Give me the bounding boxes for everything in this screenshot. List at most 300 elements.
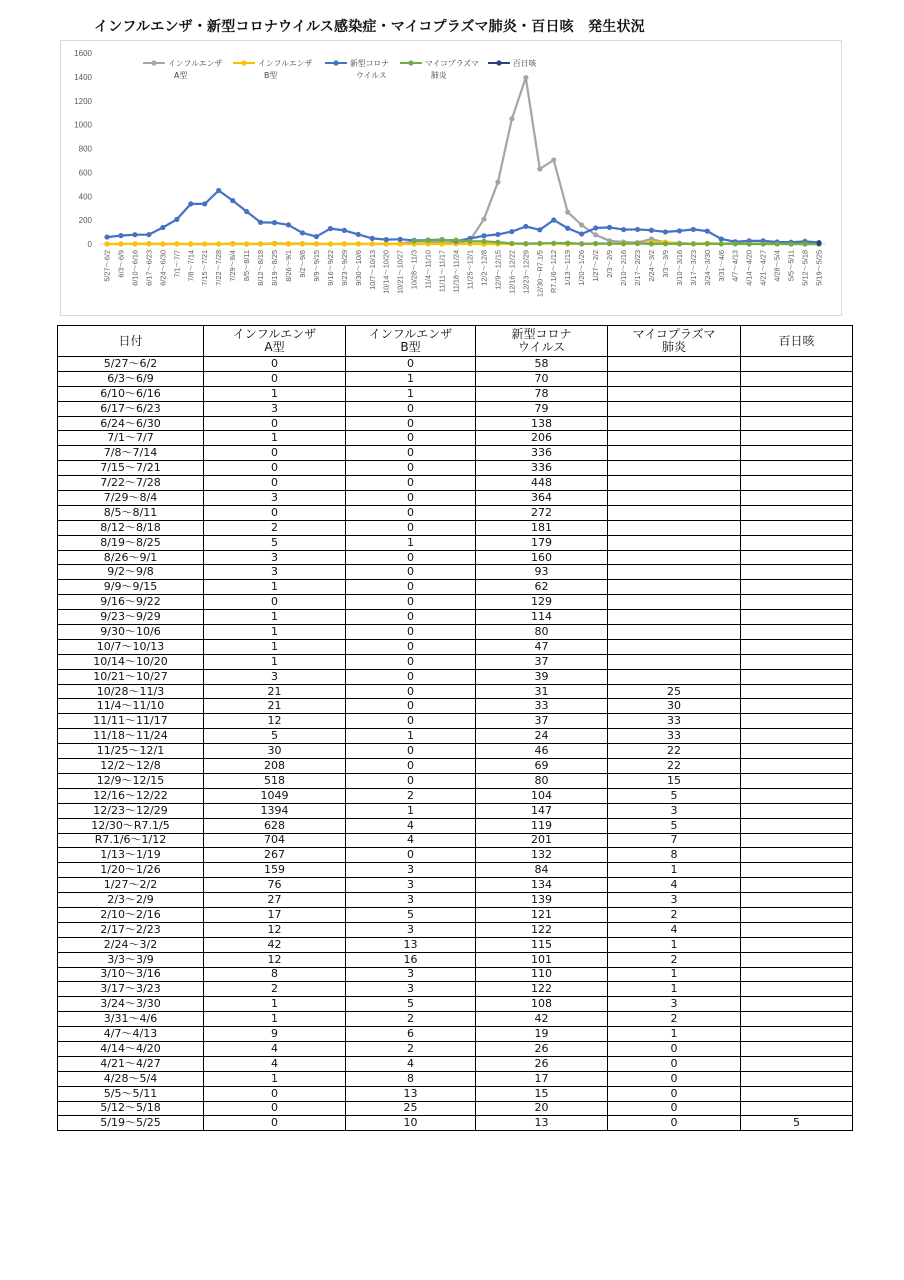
table-row: [58, 982, 853, 997]
data-point: [509, 241, 514, 246]
cell-date: 5/12〜5/18: [58, 1101, 204, 1116]
data-point: [537, 241, 542, 246]
data-point: [747, 241, 752, 246]
table-row: [58, 1027, 853, 1042]
cell-covid: 70: [476, 371, 608, 386]
y-tick-label: 200: [78, 216, 92, 226]
cell-pertussis: [741, 1012, 853, 1027]
cell-covid: 13: [476, 1116, 608, 1131]
data-point: [495, 232, 500, 237]
legend-swatch-marker: [496, 60, 501, 65]
data-point: [160, 241, 165, 246]
data-point: [579, 241, 584, 246]
cell-flu-a: 1: [204, 625, 346, 640]
table-row: [58, 848, 853, 863]
cell-flu-a: 2: [204, 982, 346, 997]
cell-pertussis: [741, 625, 853, 640]
cell-mycoplasma: [608, 476, 741, 491]
cell-date: 9/23〜9/29: [58, 610, 204, 625]
cell-flu-a: 1: [204, 580, 346, 595]
cell-pertussis: [741, 878, 853, 893]
cell-pertussis: [741, 416, 853, 431]
cell-flu-b: 2: [346, 788, 476, 803]
cell-covid: 24: [476, 729, 608, 744]
table-row: [58, 580, 853, 595]
cell-covid: 84: [476, 863, 608, 878]
data-point: [398, 241, 403, 246]
table-row: [58, 639, 853, 654]
cell-flu-a: 208: [204, 759, 346, 774]
cell-flu-a: 21: [204, 699, 346, 714]
cell-pertussis: [741, 922, 853, 937]
legend-label: 百日咳: [513, 59, 537, 68]
data-point: [509, 229, 514, 234]
cell-mycoplasma: 22: [608, 744, 741, 759]
cell-pertussis: [741, 982, 853, 997]
data-point: [537, 166, 542, 171]
data-point: [244, 241, 249, 246]
cell-flu-b: 4: [346, 818, 476, 833]
cell-covid: 37: [476, 654, 608, 669]
cell-flu-b: 1: [346, 386, 476, 401]
cell-mycoplasma: 5: [608, 788, 741, 803]
cell-pertussis: [741, 803, 853, 818]
table-row: [58, 669, 853, 684]
data-point: [677, 228, 682, 233]
cell-flu-a: 1: [204, 997, 346, 1012]
cell-pertussis: [741, 505, 853, 520]
x-tick-label: 8/5〜8/11: [242, 250, 252, 282]
x-tick-label: 7/15〜7/21: [200, 250, 210, 286]
table-row: [58, 1056, 853, 1071]
table-row: [58, 803, 853, 818]
cell-date: 11/4〜11/10: [58, 699, 204, 714]
data-point: [314, 234, 319, 239]
cell-flu-a: 267: [204, 848, 346, 863]
data-point: [607, 241, 612, 246]
data-table: [57, 325, 853, 1131]
cell-flu-a: 4: [204, 1056, 346, 1071]
cell-flu-b: 0: [346, 446, 476, 461]
cell-flu-b: 16: [346, 952, 476, 967]
cell-flu-b: 0: [346, 625, 476, 640]
cell-date: 4/21〜4/27: [58, 1056, 204, 1071]
cell-mycoplasma: [608, 416, 741, 431]
cell-flu-a: 3: [204, 565, 346, 580]
cell-covid: 104: [476, 788, 608, 803]
cell-covid: 26: [476, 1041, 608, 1056]
cell-date: 3/3〜3/9: [58, 952, 204, 967]
cell-flu-a: 0: [204, 595, 346, 610]
cell-date: 4/7〜4/13: [58, 1027, 204, 1042]
cell-mycoplasma: 2: [608, 907, 741, 922]
cell-mycoplasma: [608, 550, 741, 565]
cell-flu-b: 8: [346, 1071, 476, 1086]
cell-mycoplasma: [608, 595, 741, 610]
cell-mycoplasma: 5: [608, 818, 741, 833]
cell-date: 12/16〜12/22: [58, 788, 204, 803]
x-tick-label: 5/19〜5/25: [814, 250, 824, 286]
data-point: [216, 188, 221, 193]
cell-flu-b: 6: [346, 1027, 476, 1042]
table-row: [58, 550, 853, 565]
cell-covid: 179: [476, 535, 608, 550]
cell-date: 7/8〜7/14: [58, 446, 204, 461]
cell-flu-b: 0: [346, 610, 476, 625]
cell-date: 8/12〜8/18: [58, 520, 204, 535]
table-row: [58, 416, 853, 431]
table-row: [58, 863, 853, 878]
x-tick-label: 2/24〜3/2: [646, 250, 656, 282]
y-tick-label: 1000: [74, 120, 92, 130]
cell-date: 1/13〜1/19: [58, 848, 204, 863]
header-date: 日付: [58, 326, 204, 357]
x-tick-label: R7.1/6〜1/12: [549, 250, 559, 293]
cell-pertussis: [741, 1041, 853, 1056]
page-title: インフルエンザ・新型コロナウイルス感染症・マイコプラズマ肺炎・百日咳 発生状況: [94, 19, 645, 35]
legend-swatch-marker: [241, 60, 246, 65]
cell-mycoplasma: [608, 625, 741, 640]
cell-flu-a: 1: [204, 386, 346, 401]
data-point: [523, 241, 528, 246]
table-row: [58, 893, 853, 908]
table-row: [58, 1071, 853, 1086]
cell-flu-a: 2: [204, 520, 346, 535]
cell-date: 6/3〜6/9: [58, 371, 204, 386]
data-point: [775, 241, 780, 246]
table-row: [58, 967, 853, 982]
cell-date: 1/20〜1/26: [58, 863, 204, 878]
cell-flu-a: 0: [204, 371, 346, 386]
cell-flu-a: 628: [204, 818, 346, 833]
table-row: [58, 654, 853, 669]
cell-flu-b: 0: [346, 714, 476, 729]
cell-pertussis: [741, 476, 853, 491]
data-point: [286, 241, 291, 246]
cell-mycoplasma: 0: [608, 1056, 741, 1071]
cell-covid: 62: [476, 580, 608, 595]
data-point: [551, 157, 556, 162]
legend-label: インフルエンザ: [168, 59, 223, 68]
cell-date: 1/27〜2/2: [58, 878, 204, 893]
cell-flu-a: 0: [204, 505, 346, 520]
cell-flu-b: 0: [346, 684, 476, 699]
cell-date: 7/15〜7/21: [58, 461, 204, 476]
legend-label-line2: 肺炎: [431, 71, 447, 80]
table-row: [58, 491, 853, 506]
cell-flu-a: 8: [204, 967, 346, 982]
data-point: [816, 241, 821, 246]
cell-flu-b: 13: [346, 1086, 476, 1101]
data-point: [174, 241, 179, 246]
cell-flu-b: 0: [346, 639, 476, 654]
cell-pertussis: [741, 639, 853, 654]
cell-covid: 110: [476, 967, 608, 982]
cell-mycoplasma: [608, 386, 741, 401]
x-tick-label: 7/29〜8/4: [228, 250, 238, 282]
cell-pertussis: [741, 550, 853, 565]
legend-label: インフルエンザ: [258, 59, 313, 68]
data-point: [300, 241, 305, 246]
data-point: [230, 241, 235, 246]
cell-mycoplasma: 7: [608, 833, 741, 848]
cell-flu-b: 0: [346, 431, 476, 446]
cell-pertussis: [741, 491, 853, 506]
legend-label-line2: B型: [264, 71, 278, 80]
legend-swatch-marker: [408, 60, 413, 65]
table-row: [58, 446, 853, 461]
data-point: [593, 241, 598, 246]
data-point: [272, 241, 277, 246]
cell-covid: 160: [476, 550, 608, 565]
cell-covid: 138: [476, 416, 608, 431]
table-row: [58, 476, 853, 491]
cell-flu-b: 5: [346, 997, 476, 1012]
table-row: [58, 565, 853, 580]
cell-mycoplasma: [608, 639, 741, 654]
cell-flu-b: 0: [346, 759, 476, 774]
table-row: [58, 386, 853, 401]
cell-mycoplasma: [608, 401, 741, 416]
data-point: [579, 231, 584, 236]
cell-pertussis: [741, 773, 853, 788]
x-tick-label: 9/2〜9/8: [297, 250, 307, 278]
x-tick-label: 12/30〜R7.1/5: [535, 250, 545, 298]
cell-covid: 39: [476, 669, 608, 684]
data-point: [705, 229, 710, 234]
table-row: [58, 1101, 853, 1116]
cell-flu-a: 30: [204, 744, 346, 759]
series-line: [107, 191, 819, 243]
cell-covid: 47: [476, 639, 608, 654]
table-row: [58, 535, 853, 550]
data-point: [481, 233, 486, 238]
x-tick-label: 8/12〜8/18: [256, 250, 266, 286]
cell-flu-a: 17: [204, 907, 346, 922]
data-point: [509, 116, 514, 121]
table-row: [58, 818, 853, 833]
cell-mycoplasma: [608, 357, 741, 372]
cell-covid: 336: [476, 446, 608, 461]
cell-flu-a: 1394: [204, 803, 346, 818]
data-point: [146, 232, 151, 237]
cell-covid: 448: [476, 476, 608, 491]
cell-pertussis: 5: [741, 1116, 853, 1131]
cell-covid: 201: [476, 833, 608, 848]
cell-flu-a: 9: [204, 1027, 346, 1042]
data-point: [160, 225, 165, 230]
legend-swatch-marker: [333, 60, 338, 65]
data-point: [565, 226, 570, 231]
data-point: [356, 241, 361, 246]
table-header-row: [58, 326, 853, 357]
cell-mycoplasma: 25: [608, 684, 741, 699]
x-tick-label: 1/20〜1/26: [577, 250, 587, 286]
cell-pertussis: [741, 699, 853, 714]
cell-mycoplasma: 0: [608, 1071, 741, 1086]
cell-pertussis: [741, 1101, 853, 1116]
cell-flu-a: 4: [204, 1041, 346, 1056]
cell-mycoplasma: 3: [608, 803, 741, 818]
table-row: [58, 773, 853, 788]
cell-date: 2/3〜2/9: [58, 893, 204, 908]
cell-date: 5/19〜5/25: [58, 1116, 204, 1131]
cell-mycoplasma: 15: [608, 773, 741, 788]
cell-flu-a: 0: [204, 461, 346, 476]
x-tick-label: 7/8〜7/14: [186, 250, 196, 282]
table-row: [58, 595, 853, 610]
data-point: [342, 241, 347, 246]
cell-flu-a: 1: [204, 654, 346, 669]
cell-mycoplasma: [608, 669, 741, 684]
cell-flu-b: 1: [346, 729, 476, 744]
x-tick-label: 12/9〜12/15: [493, 250, 503, 290]
cell-date: 8/5〜8/11: [58, 505, 204, 520]
x-tick-label: 11/25〜12/1: [465, 250, 475, 290]
y-tick-label: 800: [78, 144, 92, 154]
cell-flu-a: 0: [204, 1116, 346, 1131]
x-tick-label: 12/16〜12/22: [507, 250, 517, 294]
data-point: [761, 241, 766, 246]
table-row: [58, 997, 853, 1012]
cell-covid: 364: [476, 491, 608, 506]
header-covid: 新型コロナ ウイルス: [476, 326, 608, 357]
cell-pertussis: [741, 1027, 853, 1042]
table-row: [58, 922, 853, 937]
cell-flu-b: 0: [346, 416, 476, 431]
y-tick-label: 400: [78, 192, 92, 202]
cell-pertussis: [741, 907, 853, 922]
line-chart: [0, 0, 904, 320]
cell-pertussis: [741, 1086, 853, 1101]
cell-mycoplasma: 2: [608, 1012, 741, 1027]
x-tick-label: 9/23〜9/29: [339, 250, 349, 286]
cell-date: 8/19〜8/25: [58, 535, 204, 550]
table-row: [58, 431, 853, 446]
table-row: [58, 729, 853, 744]
cell-flu-b: 0: [346, 669, 476, 684]
cell-flu-a: 21: [204, 684, 346, 699]
cell-pertussis: [741, 997, 853, 1012]
cell-flu-b: 3: [346, 893, 476, 908]
cell-flu-b: 0: [346, 491, 476, 506]
cell-flu-a: 3: [204, 550, 346, 565]
cell-mycoplasma: 1: [608, 982, 741, 997]
cell-flu-b: 2: [346, 1041, 476, 1056]
cell-pertussis: [741, 535, 853, 550]
header-pertussis: 百日咳: [741, 326, 853, 357]
x-tick-label: 6/17〜6/23: [144, 250, 154, 286]
data-point: [258, 220, 263, 225]
cell-date: 6/24〜6/30: [58, 416, 204, 431]
cell-flu-a: 159: [204, 863, 346, 878]
data-point: [621, 241, 626, 246]
data-point: [328, 241, 333, 246]
y-tick-label: 0: [87, 240, 92, 249]
cell-pertussis: [741, 610, 853, 625]
table-row: [58, 1086, 853, 1101]
cell-date: 7/29〜8/4: [58, 491, 204, 506]
x-tick-label: 11/4〜11/10: [423, 250, 433, 289]
cell-pertussis: [741, 684, 853, 699]
cell-covid: 206: [476, 431, 608, 446]
data-point: [398, 237, 403, 242]
cell-covid: 78: [476, 386, 608, 401]
cell-date: 10/21〜10/27: [58, 669, 204, 684]
cell-covid: 147: [476, 803, 608, 818]
cell-covid: 20: [476, 1101, 608, 1116]
cell-covid: 134: [476, 878, 608, 893]
table-row: [58, 401, 853, 416]
cell-flu-a: 0: [204, 416, 346, 431]
cell-pertussis: [741, 595, 853, 610]
cell-date: 2/17〜2/23: [58, 922, 204, 937]
cell-mycoplasma: 1: [608, 1027, 741, 1042]
x-tick-label: 3/17〜3/23: [688, 250, 698, 286]
cell-date: 12/23〜12/29: [58, 803, 204, 818]
cell-mycoplasma: 4: [608, 922, 741, 937]
cell-date: 6/17〜6/23: [58, 401, 204, 416]
x-tick-label: 10/28〜11/3: [409, 250, 419, 290]
x-tick-label: 5/27〜6/2: [102, 250, 112, 282]
data-point: [677, 241, 682, 246]
cell-flu-b: 0: [346, 550, 476, 565]
cell-pertussis: [741, 431, 853, 446]
x-tick-label: 4/21〜4/27: [758, 250, 768, 286]
data-point: [649, 228, 654, 233]
data-point: [132, 232, 137, 237]
cell-date: 3/10〜3/16: [58, 967, 204, 982]
data-point: [537, 227, 542, 232]
cell-mycoplasma: 1: [608, 937, 741, 952]
cell-flu-b: 0: [346, 580, 476, 595]
cell-mycoplasma: [608, 654, 741, 669]
data-point: [733, 241, 738, 246]
table-row: [58, 699, 853, 714]
header-flu-a: インフルエンザ A型: [204, 326, 346, 357]
cell-covid: 114: [476, 610, 608, 625]
data-point: [118, 241, 123, 246]
cell-pertussis: [741, 669, 853, 684]
cell-mycoplasma: 0: [608, 1116, 741, 1131]
cell-mycoplasma: 2: [608, 952, 741, 967]
data-point: [412, 238, 417, 243]
cell-flu-b: 0: [346, 476, 476, 491]
cell-covid: 108: [476, 997, 608, 1012]
cell-mycoplasma: 1: [608, 967, 741, 982]
table-row: [58, 1116, 853, 1131]
cell-covid: 119: [476, 818, 608, 833]
table-row: [58, 684, 853, 699]
cell-mycoplasma: [608, 431, 741, 446]
table-row: [58, 371, 853, 386]
table-row: [58, 357, 853, 372]
cell-flu-b: 3: [346, 922, 476, 937]
cell-date: 6/10〜6/16: [58, 386, 204, 401]
data-point: [523, 224, 528, 229]
table-row: [58, 1041, 853, 1056]
cell-mycoplasma: 0: [608, 1086, 741, 1101]
cell-flu-b: 1: [346, 535, 476, 550]
data-point: [146, 241, 151, 246]
cell-date: 11/11〜11/17: [58, 714, 204, 729]
cell-flu-b: 3: [346, 863, 476, 878]
cell-pertussis: [741, 729, 853, 744]
cell-flu-b: 0: [346, 520, 476, 535]
cell-pertussis: [741, 520, 853, 535]
x-tick-label: 2/17〜2/23: [633, 250, 643, 286]
data-point: [258, 241, 263, 246]
